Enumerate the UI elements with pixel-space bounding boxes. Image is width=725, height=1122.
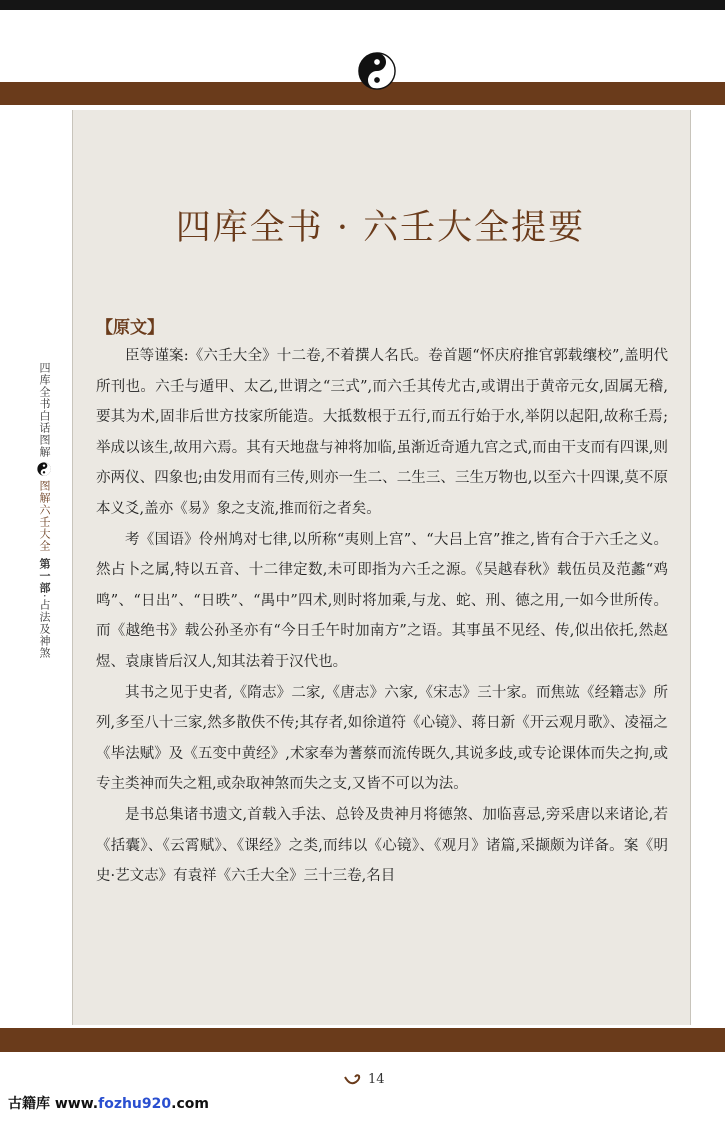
paragraph-1: 臣等谨案:《六壬大全》十二卷,不着撰人名氏。卷首题“怀庆府推官郭载𬙋校”,盖明代所刊也。六壬与遁甲、太乙,世谓之“三式”,而六壬其传尤古,或谓出于黄帝元女,固属无稽,要其为术,固非后世方技家所能造。大抵数根于五行,而五行始于水,举阴以起阳,故称壬焉;举成以该生,故用六焉。其有天地盘与神将加临,虽渐近奇遁九宫之式,而由干支而有四课,则亦两仪、四象也;由发用而有三传,则亦一生二、二生三、三生万物也,以至六十四课,莫不原本义爻,盖亦《易》象之支流,推而衍之者矣。 bbox=[96, 348, 668, 517]
side-chapter: 占法及神煞 bbox=[38, 598, 51, 659]
side-yin-yang-icon bbox=[37, 462, 51, 476]
watermark-url-suffix: .com bbox=[171, 1096, 209, 1112]
watermark bbox=[8, 1093, 209, 1113]
watermark-url-highlight: fozhu920 bbox=[98, 1096, 172, 1112]
side-book-title: 图解六壬大全 bbox=[38, 480, 51, 552]
side-label bbox=[36, 362, 52, 659]
watermark-site: 古籍库 bbox=[8, 1096, 50, 1112]
page-title: 四库全书 · 六壬大全提要 bbox=[175, 208, 586, 248]
page-number-text: 14 bbox=[368, 1072, 385, 1087]
body-text bbox=[96, 341, 668, 892]
page-number bbox=[344, 1072, 385, 1087]
watermark-url-prefix: www. bbox=[54, 1096, 99, 1112]
paragraph-3: 其书之见于史者,《隋志》二家,《唐志》六家,《宋志》三十家。而焦竑《经籍志》所列,多至八十三家,然多散佚不传;其存者,如徐道符《心镜》、蒋日新《开云观月歌》、凌福之《毕法赋》及《五变中黄经》,术家奉为蓍蔡而流传既久,其说多歧,或专论课体而失之拘,或专主类神而失之粗,或杂取神煞而失之支,又皆不可以为法。 bbox=[96, 684, 668, 793]
side-separator: · bbox=[38, 594, 51, 599]
footer-band bbox=[0, 1028, 725, 1052]
side-part: 第一部 bbox=[38, 558, 51, 594]
yin-yang-icon bbox=[358, 52, 396, 90]
side-series-title: 四库全书白话图解 bbox=[38, 362, 51, 458]
paragraph-2: 考《国语》伶州鸠对七律,以所称“夷则上宫”、“大吕上宫”推之,皆有合于六壬之义。然占卜之属,特以五音、十二律定数,未可即指为六壬之源。《吴越春秋》载伍员及范蠡“鸡鸣”、“日出”、“日昳”、“禺中”四术,则时将加乘,与龙、蛇、刑、德之用,一如今世所传。而《越绝书》载公孙圣亦有“今日壬午时加南方”之语。其事虽不见经、传,似出依托,然赵煜、袁康皆后汉人,知其法着于汉代也。 bbox=[96, 531, 668, 670]
section-heading: 【原文】 bbox=[96, 318, 164, 338]
paragraph-4: 是书总集诸书遗文,首载入手法、总铃及贵神月将德煞、加临喜忌,旁采唐以来诸论,若《括囊》、《云霄赋》、《课经》之类,而纬以《心镜》、《观月》诸篇,采撷颇为详备。案《明史·艺文志》有袁祥《六壬大全》三十三卷,名目 bbox=[96, 806, 668, 885]
page-ornament-icon bbox=[344, 1073, 366, 1087]
top-border bbox=[0, 0, 725, 10]
